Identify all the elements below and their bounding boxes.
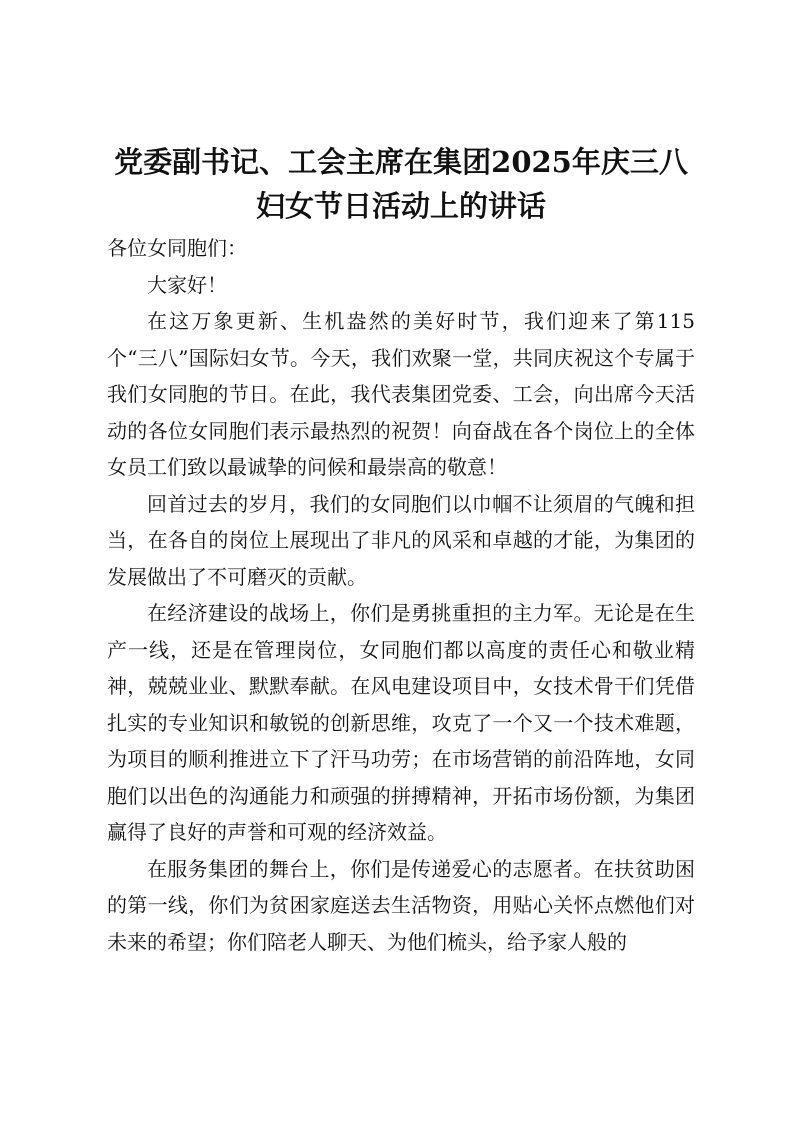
paragraph-review: 回首过去的岁月，我们的女同胞们以巾帼不让须眉的气魄和担当，在各自的岗位上展现出了非凡的风采和卓越的才能，为集团的发展做出了不可磨灭的贡献。	[107, 491, 695, 589]
paragraph-opening: 在这万象更新、生机盎然的美好时节，我们迎来了第115个“三八”国际妇女节。今天，我们欢聚一堂，共同庆祝这个专属于我们女同胞的节日。在此，我代表集团党委、工会，向出席今天活动的各位女同胞们表示最热烈的祝贺！向奋战在各个岗位上的全体女员工们致以最诚挚的问候和最崇高的敬意！	[107, 309, 695, 479]
salutation: 各位女同胞们：	[107, 236, 247, 260]
greeting: 大家好！	[147, 272, 227, 297]
speech-title: 党委副书记、工会主席在集团2025年庆三八妇女节日活动上的讲话	[114, 145, 688, 223]
paragraph-service: 在服务集团的舞台上，你们是传递爱心的志愿者。在扶贫助困的第一线，你们为贫困家庭送去生活物资，用贴心关怀点燃他们对未来的希望；你们陪老人聊天、为他们梳头，给予家人般的	[107, 856, 695, 954]
speech-content	[107, 140, 695, 960]
paragraph-economic: 在经济建设的战场上，你们是勇挑重担的主力军。无论是在生产一线，还是在管理岗位，女同胞们都以高度的责任心和敬业精神，兢兢业业、默默奉献。在风电建设项目中，女技术骨干们凭借扎实的专业知识和敏锐的创新思维，攻克了一个又一个技术难题，为项目的顺利推进立下了汗马功劳；在市场营销的前沿阵地，女同胞们以出色的沟通能力和顽强的拼搏精神，开拓市场份额，为集团赢得了良好的声誉和可观的经济效益。	[107, 601, 695, 844]
